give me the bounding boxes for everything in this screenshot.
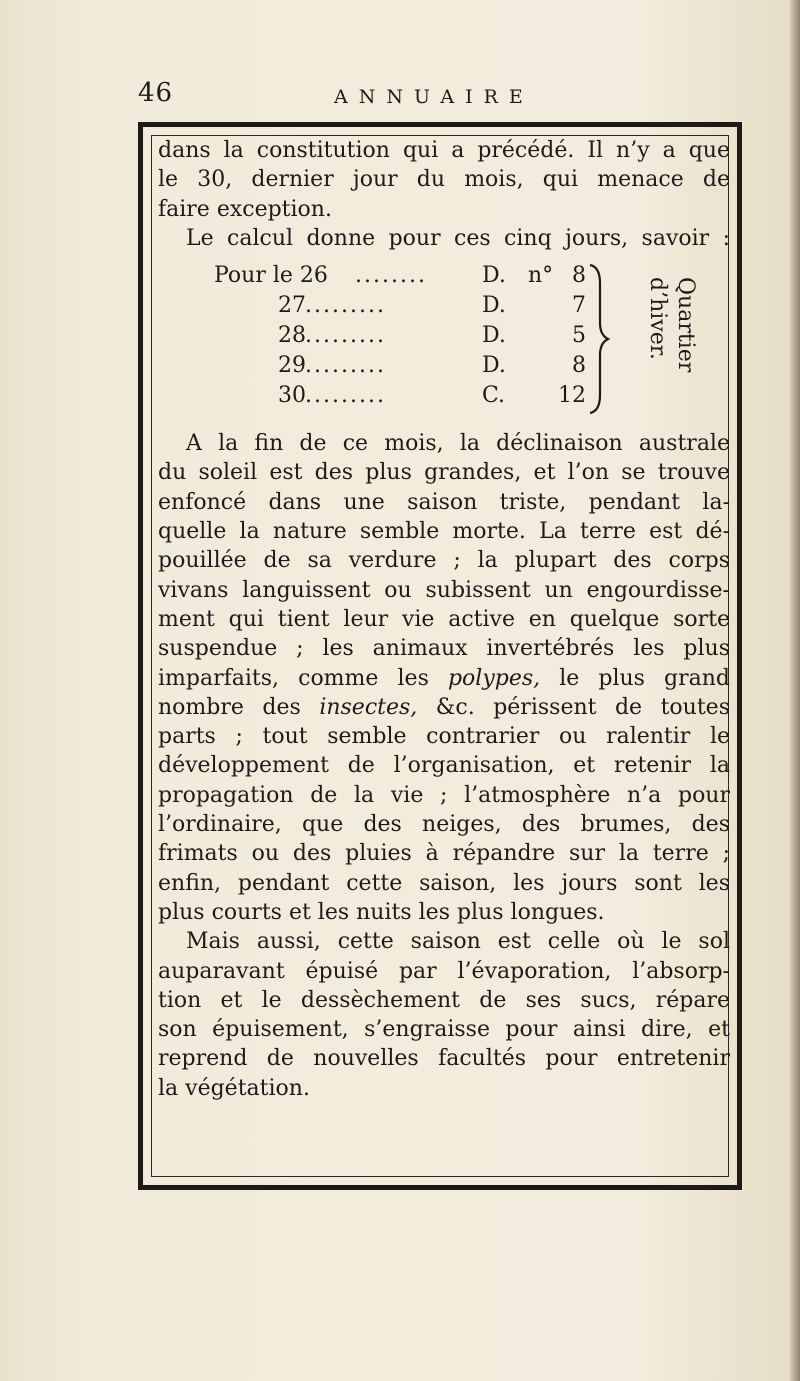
right-brace-icon (586, 261, 610, 417)
italic-term: polypes, (447, 665, 541, 691)
season-line-hiver: d’hiver. (645, 277, 670, 361)
text-line: la végétation. (158, 1075, 310, 1101)
text-line (158, 693, 730, 722)
page-number: 46 (138, 78, 174, 108)
text-line: Mais aussi, cette saison est celle où le sol (186, 929, 730, 955)
text-line: reprend de nouvelles facultés pour entretenir (158, 1046, 730, 1072)
text-line: frimats ou des pluies à répandre sur la terre ; (158, 841, 730, 867)
day-label: Pour le 26 (214, 263, 328, 289)
day-label: 28 (278, 323, 306, 349)
code: D. (482, 353, 506, 379)
text-line: enfoncé dans une saison triste, pendant la- (158, 489, 730, 515)
text-line (158, 664, 730, 693)
page-header (134, 78, 744, 114)
text-line: plus courts et les nuits les plus longues. (158, 899, 605, 925)
italic-term: insectes, (319, 694, 418, 720)
season-label (620, 277, 740, 407)
text-line: propagation de la vie ; l’atmosphère n’a pour (158, 782, 730, 808)
text-line: le 30, dernier jour du mois, qui menace de (158, 167, 730, 193)
text-run: &c. périssent de toutes (417, 694, 730, 720)
leader-dots: ......... (305, 323, 386, 349)
paragraph (158, 429, 730, 927)
leader-dots: ........ (355, 263, 427, 289)
text-line: faire exception. (158, 196, 332, 222)
paragraph (158, 224, 730, 253)
leader-dots: ......... (305, 353, 386, 379)
text-line: dans la constitution qui a précédé. Il n’y a que (158, 138, 730, 163)
value: 5 (572, 323, 586, 349)
text-line: développement de l’organisation, et retenir la (158, 753, 730, 779)
text-line: parts ; tout semble contrarier ou ralentir le (158, 724, 730, 750)
leader-dots: ......... (305, 383, 386, 409)
value: 8 (572, 353, 586, 379)
text-line: suspendue ; les animaux invertébrés les plus (158, 636, 730, 662)
season-line-quartier: Quartier (673, 277, 698, 373)
day-label: 29 (278, 353, 306, 379)
value: 7 (572, 293, 586, 319)
value: 8 (572, 263, 586, 289)
text-line: pouillée de sa verdure ; la plupart des corps (158, 548, 730, 574)
text-line: enfin, pendant cette saison, les jours sont les (158, 870, 730, 896)
days-table (158, 259, 730, 429)
text-line: auparavant épuisé par l’évaporation, l’absorp- (158, 958, 730, 984)
text-line: vivans languissent ou subissent un engourdisse- (158, 577, 730, 603)
code: C. (482, 383, 506, 409)
text-line: A la fin de ce mois, la déclinaison australe (186, 431, 730, 457)
paragraph (158, 927, 730, 1103)
text-line: ment qui tient leur vie active en quelque sorte (158, 606, 730, 632)
text-run: le plus grand (540, 665, 730, 691)
text-line: Le calcul donne pour ces cinq jours, savoir : (186, 225, 730, 251)
text-line: l’ordinaire, que des neiges, des brumes, des (158, 812, 730, 838)
code: D. (482, 263, 506, 289)
text-run: nombre des (158, 694, 320, 720)
text-line: du soleil est des plus grandes, et l’on se trouve (158, 460, 730, 486)
day-label: 27 (278, 293, 306, 319)
code: D. (482, 293, 506, 319)
paragraph (158, 136, 730, 224)
value: 12 (558, 383, 586, 409)
body-text (158, 136, 730, 1103)
text-line: quelle la nature semble morte. La terre est dé- (158, 519, 730, 545)
day-label: 30 (278, 383, 306, 409)
running-head: ANNUAIRE (334, 86, 534, 108)
code: D. (482, 323, 506, 349)
number-prefix: n° (528, 263, 554, 289)
text-run: imparfaits, comme les (158, 665, 448, 691)
text-line: son épuisement, s’engraisse pour ainsi dire, et (158, 1017, 730, 1043)
text-line: tion et le dessèchement de ses sucs, répare (158, 987, 730, 1013)
leader-dots: ......... (305, 293, 386, 319)
page-edge (790, 0, 800, 1381)
